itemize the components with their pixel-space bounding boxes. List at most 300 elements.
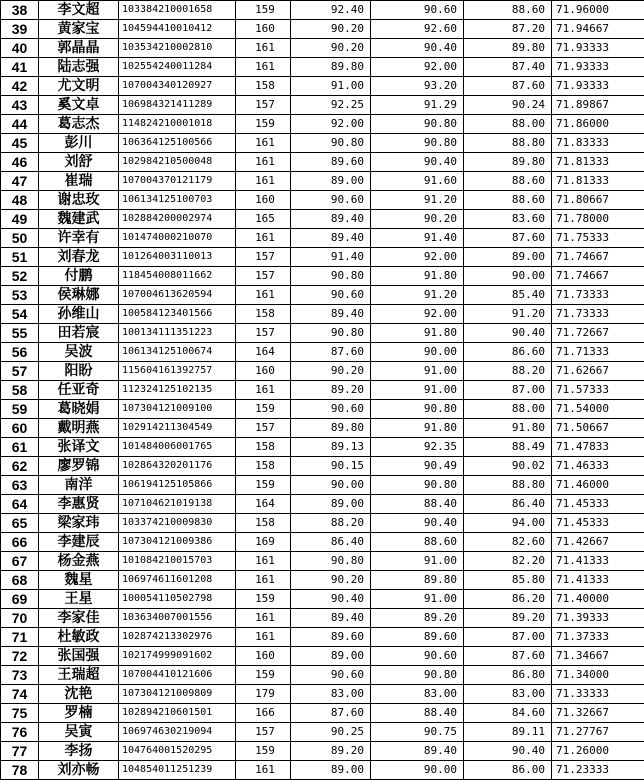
name-cell: 戴明燕 [39, 419, 119, 438]
name-cell: 尤文明 [39, 77, 119, 96]
row-number-cell: 61 [1, 438, 39, 457]
candidate-id-cell: 102984210500048 [119, 153, 236, 172]
total-score-cell: 71.81333 [552, 153, 644, 172]
row-number-cell: 50 [1, 229, 39, 248]
score-2-cell: 91.40 [371, 229, 464, 248]
table-row [1, 590, 644, 609]
exam-score-cell: 160 [236, 362, 291, 381]
score-2-cell: 83.00 [371, 685, 464, 704]
score-2-cell: 90.00 [371, 343, 464, 362]
score-1-cell: 90.80 [291, 267, 371, 286]
total-score-cell: 71.83333 [552, 134, 644, 153]
score-3-cell: 84.60 [464, 704, 552, 723]
candidate-id-cell: 101474000210070 [119, 229, 236, 248]
row-number-cell: 70 [1, 609, 39, 628]
score-1-cell: 90.80 [291, 324, 371, 343]
score-2-cell: 90.40 [371, 39, 464, 58]
name-cell: 梁家玮 [39, 514, 119, 533]
table-row [1, 704, 644, 723]
score-3-cell: 91.20 [464, 305, 552, 324]
score-2-cell: 89.60 [371, 628, 464, 647]
score-1-cell: 90.25 [291, 723, 371, 742]
exam-score-cell: 157 [236, 324, 291, 343]
table-row [1, 115, 644, 134]
score-1-cell: 91.00 [291, 77, 371, 96]
score-3-cell: 86.00 [464, 761, 552, 780]
total-score-cell: 71.71333 [552, 343, 644, 362]
row-number-cell: 59 [1, 400, 39, 419]
exam-score-cell: 161 [236, 134, 291, 153]
table-row [1, 476, 644, 495]
score-3-cell: 86.60 [464, 343, 552, 362]
score-2-cell: 89.80 [371, 571, 464, 590]
candidate-id-cell: 107004613620594 [119, 286, 236, 305]
row-number-cell: 71 [1, 628, 39, 647]
row-number-cell: 47 [1, 172, 39, 191]
row-number-cell: 64 [1, 495, 39, 514]
exam-score-cell: 161 [236, 552, 291, 571]
total-score-cell: 71.75333 [552, 229, 644, 248]
exam-score-cell: 159 [236, 1, 291, 20]
table-row [1, 96, 644, 115]
score-2-cell: 91.00 [371, 381, 464, 400]
total-score-cell: 71.23333 [552, 761, 644, 780]
name-cell: 张国强 [39, 647, 119, 666]
name-cell: 李家佳 [39, 609, 119, 628]
score-3-cell: 88.80 [464, 134, 552, 153]
score-3-cell: 88.60 [464, 172, 552, 191]
candidate-id-cell: 107004340120927 [119, 77, 236, 96]
name-cell: 李扬 [39, 742, 119, 761]
table-row [1, 628, 644, 647]
candidate-id-cell: 107304121009100 [119, 400, 236, 419]
candidate-id-cell: 102864320201176 [119, 457, 236, 476]
table-row [1, 58, 644, 77]
score-1-cell: 92.40 [291, 1, 371, 20]
score-1-cell: 89.00 [291, 172, 371, 191]
exam-score-cell: 169 [236, 533, 291, 552]
score-2-cell: 88.40 [371, 704, 464, 723]
total-score-cell: 71.96000 [552, 1, 644, 20]
score-2-cell: 90.60 [371, 1, 464, 20]
candidate-id-cell: 103374210009830 [119, 514, 236, 533]
score-2-cell: 90.80 [371, 476, 464, 495]
table-row [1, 210, 644, 229]
score-2-cell: 90.75 [371, 723, 464, 742]
exam-score-cell: 158 [236, 438, 291, 457]
row-number-cell: 44 [1, 115, 39, 134]
score-3-cell: 88.00 [464, 400, 552, 419]
score-1-cell: 90.60 [291, 191, 371, 210]
exam-score-cell: 159 [236, 590, 291, 609]
score-3-cell: 89.11 [464, 723, 552, 742]
score-2-cell: 89.20 [371, 609, 464, 628]
exam-score-cell: 161 [236, 628, 291, 647]
table-row [1, 267, 644, 286]
exam-score-cell: 161 [236, 58, 291, 77]
table-row [1, 153, 644, 172]
score-1-cell: 91.40 [291, 248, 371, 267]
total-score-cell: 71.26000 [552, 742, 644, 761]
table-row [1, 305, 644, 324]
score-2-cell: 90.80 [371, 400, 464, 419]
table-row [1, 552, 644, 571]
score-3-cell: 87.40 [464, 58, 552, 77]
score-3-cell: 89.00 [464, 248, 552, 267]
score-1-cell: 90.60 [291, 286, 371, 305]
score-1-cell: 89.13 [291, 438, 371, 457]
score-1-cell: 89.80 [291, 419, 371, 438]
row-number-cell: 56 [1, 343, 39, 362]
name-cell: 沈艳 [39, 685, 119, 704]
score-1-cell: 88.20 [291, 514, 371, 533]
row-number-cell: 63 [1, 476, 39, 495]
table-row [1, 191, 644, 210]
name-cell: 阳盼 [39, 362, 119, 381]
name-cell: 张译文 [39, 438, 119, 457]
score-3-cell: 86.20 [464, 590, 552, 609]
score-1-cell: 87.60 [291, 343, 371, 362]
score-2-cell: 90.40 [371, 514, 464, 533]
row-number-cell: 74 [1, 685, 39, 704]
score-1-cell: 90.00 [291, 476, 371, 495]
score-3-cell: 90.00 [464, 267, 552, 286]
total-score-cell: 71.74667 [552, 248, 644, 267]
exam-score-cell: 161 [236, 571, 291, 590]
candidate-id-cell: 102914211304549 [119, 419, 236, 438]
score-1-cell: 90.15 [291, 457, 371, 476]
total-score-cell: 71.54000 [552, 400, 644, 419]
candidate-id-cell: 104594410010412 [119, 20, 236, 39]
score-3-cell: 86.40 [464, 495, 552, 514]
score-2-cell: 92.60 [371, 20, 464, 39]
table-row [1, 457, 644, 476]
score-1-cell: 87.60 [291, 704, 371, 723]
name-cell: 南洋 [39, 476, 119, 495]
total-score-cell: 71.37333 [552, 628, 644, 647]
table-row [1, 609, 644, 628]
score-3-cell: 83.60 [464, 210, 552, 229]
name-cell: 崔瑞 [39, 172, 119, 191]
table-row [1, 172, 644, 191]
name-cell: 廖罗锦 [39, 457, 119, 476]
exam-score-cell: 165 [236, 210, 291, 229]
total-score-cell: 71.62667 [552, 362, 644, 381]
score-3-cell: 86.80 [464, 666, 552, 685]
exam-score-cell: 164 [236, 495, 291, 514]
score-3-cell: 87.20 [464, 20, 552, 39]
name-cell: 葛志杰 [39, 115, 119, 134]
score-1-cell: 89.80 [291, 58, 371, 77]
row-number-cell: 73 [1, 666, 39, 685]
exam-score-cell: 161 [236, 172, 291, 191]
score-2-cell: 91.80 [371, 419, 464, 438]
total-score-cell: 71.80667 [552, 191, 644, 210]
score-3-cell: 85.40 [464, 286, 552, 305]
score-2-cell: 90.00 [371, 761, 464, 780]
name-cell: 任亚奇 [39, 381, 119, 400]
candidate-id-cell: 102884200002974 [119, 210, 236, 229]
candidate-id-cell: 101484006001765 [119, 438, 236, 457]
name-cell: 彭川 [39, 134, 119, 153]
row-number-cell: 42 [1, 77, 39, 96]
score-2-cell: 91.20 [371, 286, 464, 305]
exam-score-cell: 157 [236, 267, 291, 286]
row-number-cell: 78 [1, 761, 39, 780]
score-2-cell: 90.20 [371, 210, 464, 229]
row-number-cell: 53 [1, 286, 39, 305]
candidate-id-cell: 107304121009809 [119, 685, 236, 704]
table-row [1, 514, 644, 533]
score-2-cell: 91.80 [371, 324, 464, 343]
name-cell: 杜敏政 [39, 628, 119, 647]
candidate-id-cell: 106974630219094 [119, 723, 236, 742]
table-row [1, 286, 644, 305]
exam-score-cell: 159 [236, 400, 291, 419]
score-2-cell: 92.00 [371, 305, 464, 324]
candidate-id-cell: 107304121009386 [119, 533, 236, 552]
score-3-cell: 82.60 [464, 533, 552, 552]
row-number-cell: 41 [1, 58, 39, 77]
total-score-cell: 71.89867 [552, 96, 644, 115]
score-1-cell: 89.20 [291, 742, 371, 761]
score-3-cell: 88.60 [464, 1, 552, 20]
total-score-cell: 71.86000 [552, 115, 644, 134]
score-1-cell: 92.00 [291, 115, 371, 134]
row-number-cell: 72 [1, 647, 39, 666]
exam-score-cell: 161 [236, 761, 291, 780]
total-score-cell: 71.41333 [552, 552, 644, 571]
candidate-id-cell: 100054110502798 [119, 590, 236, 609]
candidate-id-cell: 102894210601501 [119, 704, 236, 723]
name-cell: 李文超 [39, 1, 119, 20]
table-row [1, 20, 644, 39]
total-score-cell: 71.93333 [552, 77, 644, 96]
score-1-cell: 89.60 [291, 628, 371, 647]
total-score-cell: 71.39333 [552, 609, 644, 628]
score-1-cell: 90.60 [291, 400, 371, 419]
score-1-cell: 83.00 [291, 685, 371, 704]
candidate-id-cell: 114824210001018 [119, 115, 236, 134]
table-body [1, 1, 644, 780]
score-2-cell: 93.20 [371, 77, 464, 96]
score-2-cell: 90.40 [371, 153, 464, 172]
exam-score-cell: 159 [236, 115, 291, 134]
candidate-id-cell: 106974611601208 [119, 571, 236, 590]
candidate-id-cell: 115604161392757 [119, 362, 236, 381]
row-number-cell: 65 [1, 514, 39, 533]
row-number-cell: 67 [1, 552, 39, 571]
name-cell: 吴寅 [39, 723, 119, 742]
row-number-cell: 54 [1, 305, 39, 324]
exam-score-cell: 158 [236, 77, 291, 96]
name-cell: 付鹏 [39, 267, 119, 286]
score-2-cell: 88.60 [371, 533, 464, 552]
row-number-cell: 49 [1, 210, 39, 229]
exam-score-cell: 161 [236, 381, 291, 400]
candidate-id-cell: 106984321411289 [119, 96, 236, 115]
row-number-cell: 40 [1, 39, 39, 58]
row-number-cell: 62 [1, 457, 39, 476]
table-row [1, 666, 644, 685]
exam-score-cell: 161 [236, 286, 291, 305]
exam-score-cell: 161 [236, 609, 291, 628]
score-2-cell: 91.29 [371, 96, 464, 115]
name-cell: 王瑞超 [39, 666, 119, 685]
row-number-cell: 55 [1, 324, 39, 343]
total-score-cell: 71.74667 [552, 267, 644, 286]
table-row [1, 438, 644, 457]
score-2-cell: 90.60 [371, 647, 464, 666]
score-1-cell: 89.00 [291, 761, 371, 780]
score-3-cell: 91.80 [464, 419, 552, 438]
table-row [1, 39, 644, 58]
total-score-cell: 71.45333 [552, 514, 644, 533]
total-score-cell: 71.73333 [552, 286, 644, 305]
score-3-cell: 89.80 [464, 39, 552, 58]
score-1-cell: 92.25 [291, 96, 371, 115]
total-score-cell: 71.81333 [552, 172, 644, 191]
score-2-cell: 90.80 [371, 115, 464, 134]
total-score-cell: 71.45333 [552, 495, 644, 514]
score-1-cell: 89.40 [291, 210, 371, 229]
score-1-cell: 89.60 [291, 153, 371, 172]
score-1-cell: 89.00 [291, 647, 371, 666]
score-1-cell: 89.40 [291, 305, 371, 324]
table-row [1, 571, 644, 590]
row-number-cell: 69 [1, 590, 39, 609]
row-number-cell: 46 [1, 153, 39, 172]
exam-score-cell: 159 [236, 742, 291, 761]
candidate-id-cell: 107104621019138 [119, 495, 236, 514]
exam-score-cell: 158 [236, 514, 291, 533]
total-score-cell: 71.32667 [552, 704, 644, 723]
score-2-cell: 91.20 [371, 191, 464, 210]
score-2-cell: 90.80 [371, 666, 464, 685]
score-3-cell: 89.80 [464, 153, 552, 172]
score-2-cell: 91.00 [371, 362, 464, 381]
row-number-cell: 68 [1, 571, 39, 590]
row-number-cell: 52 [1, 267, 39, 286]
score-3-cell: 94.00 [464, 514, 552, 533]
score-1-cell: 89.40 [291, 609, 371, 628]
table-row [1, 419, 644, 438]
exam-score-cell: 159 [236, 476, 291, 495]
table-row [1, 723, 644, 742]
total-score-cell: 71.46333 [552, 457, 644, 476]
table-row [1, 134, 644, 153]
score-3-cell: 90.02 [464, 457, 552, 476]
total-score-cell: 71.47833 [552, 438, 644, 457]
score-1-cell: 90.80 [291, 552, 371, 571]
exam-score-cell: 160 [236, 191, 291, 210]
score-1-cell: 90.60 [291, 666, 371, 685]
table-row [1, 229, 644, 248]
table-row [1, 495, 644, 514]
score-3-cell: 88.20 [464, 362, 552, 381]
candidate-id-cell: 102874213302976 [119, 628, 236, 647]
exam-score-cell: 161 [236, 153, 291, 172]
name-cell: 魏星 [39, 571, 119, 590]
score-1-cell: 86.40 [291, 533, 371, 552]
score-2-cell: 89.40 [371, 742, 464, 761]
score-1-cell: 90.20 [291, 20, 371, 39]
score-2-cell: 90.49 [371, 457, 464, 476]
name-cell: 刘舒 [39, 153, 119, 172]
exam-score-cell: 161 [236, 229, 291, 248]
table-row [1, 248, 644, 267]
name-cell: 田若宸 [39, 324, 119, 343]
exam-score-cell: 157 [236, 96, 291, 115]
score-2-cell: 91.00 [371, 590, 464, 609]
exam-score-cell: 161 [236, 39, 291, 58]
score-2-cell: 91.60 [371, 172, 464, 191]
score-1-cell: 89.40 [291, 229, 371, 248]
candidate-id-cell: 106194125105866 [119, 476, 236, 495]
score-3-cell: 87.00 [464, 628, 552, 647]
exam-score-cell: 158 [236, 305, 291, 324]
name-cell: 陆志强 [39, 58, 119, 77]
table-row [1, 381, 644, 400]
total-score-cell: 71.42667 [552, 533, 644, 552]
candidate-id-cell: 103534210002810 [119, 39, 236, 58]
candidate-id-cell: 118454008011662 [119, 267, 236, 286]
row-number-cell: 57 [1, 362, 39, 381]
score-2-cell: 88.40 [371, 495, 464, 514]
total-score-cell: 71.34667 [552, 647, 644, 666]
row-number-cell: 58 [1, 381, 39, 400]
total-score-cell: 71.46000 [552, 476, 644, 495]
score-1-cell: 90.20 [291, 571, 371, 590]
name-cell: 魏建武 [39, 210, 119, 229]
row-number-cell: 39 [1, 20, 39, 39]
candidate-id-cell: 106134125100674 [119, 343, 236, 362]
score-2-cell: 91.80 [371, 267, 464, 286]
row-number-cell: 38 [1, 1, 39, 20]
candidate-id-cell: 103384210001658 [119, 1, 236, 20]
total-score-cell: 71.93333 [552, 39, 644, 58]
score-3-cell: 87.00 [464, 381, 552, 400]
table-row [1, 647, 644, 666]
name-cell: 刘亦畅 [39, 761, 119, 780]
candidate-id-cell: 100134111351223 [119, 324, 236, 343]
exam-score-cell: 158 [236, 457, 291, 476]
total-score-cell: 71.50667 [552, 419, 644, 438]
row-number-cell: 60 [1, 419, 39, 438]
total-score-cell: 71.40000 [552, 590, 644, 609]
name-cell: 李惠贤 [39, 495, 119, 514]
candidate-id-cell: 104764001520295 [119, 742, 236, 761]
score-3-cell: 87.60 [464, 229, 552, 248]
exam-score-cell: 166 [236, 704, 291, 723]
candidate-id-cell: 101264003110013 [119, 248, 236, 267]
name-cell: 吴波 [39, 343, 119, 362]
score-3-cell: 89.20 [464, 609, 552, 628]
total-score-cell: 71.33333 [552, 685, 644, 704]
candidate-id-cell: 107004370121179 [119, 172, 236, 191]
row-number-cell: 43 [1, 96, 39, 115]
score-3-cell: 90.40 [464, 324, 552, 343]
candidate-id-cell: 102554240011284 [119, 58, 236, 77]
score-2-cell: 92.00 [371, 248, 464, 267]
table-row [1, 324, 644, 343]
total-score-cell: 71.27767 [552, 723, 644, 742]
candidate-id-cell: 100584123401566 [119, 305, 236, 324]
candidate-id-cell: 112324125102135 [119, 381, 236, 400]
exam-score-cell: 157 [236, 723, 291, 742]
total-score-cell: 71.73333 [552, 305, 644, 324]
exam-score-cell: 179 [236, 685, 291, 704]
